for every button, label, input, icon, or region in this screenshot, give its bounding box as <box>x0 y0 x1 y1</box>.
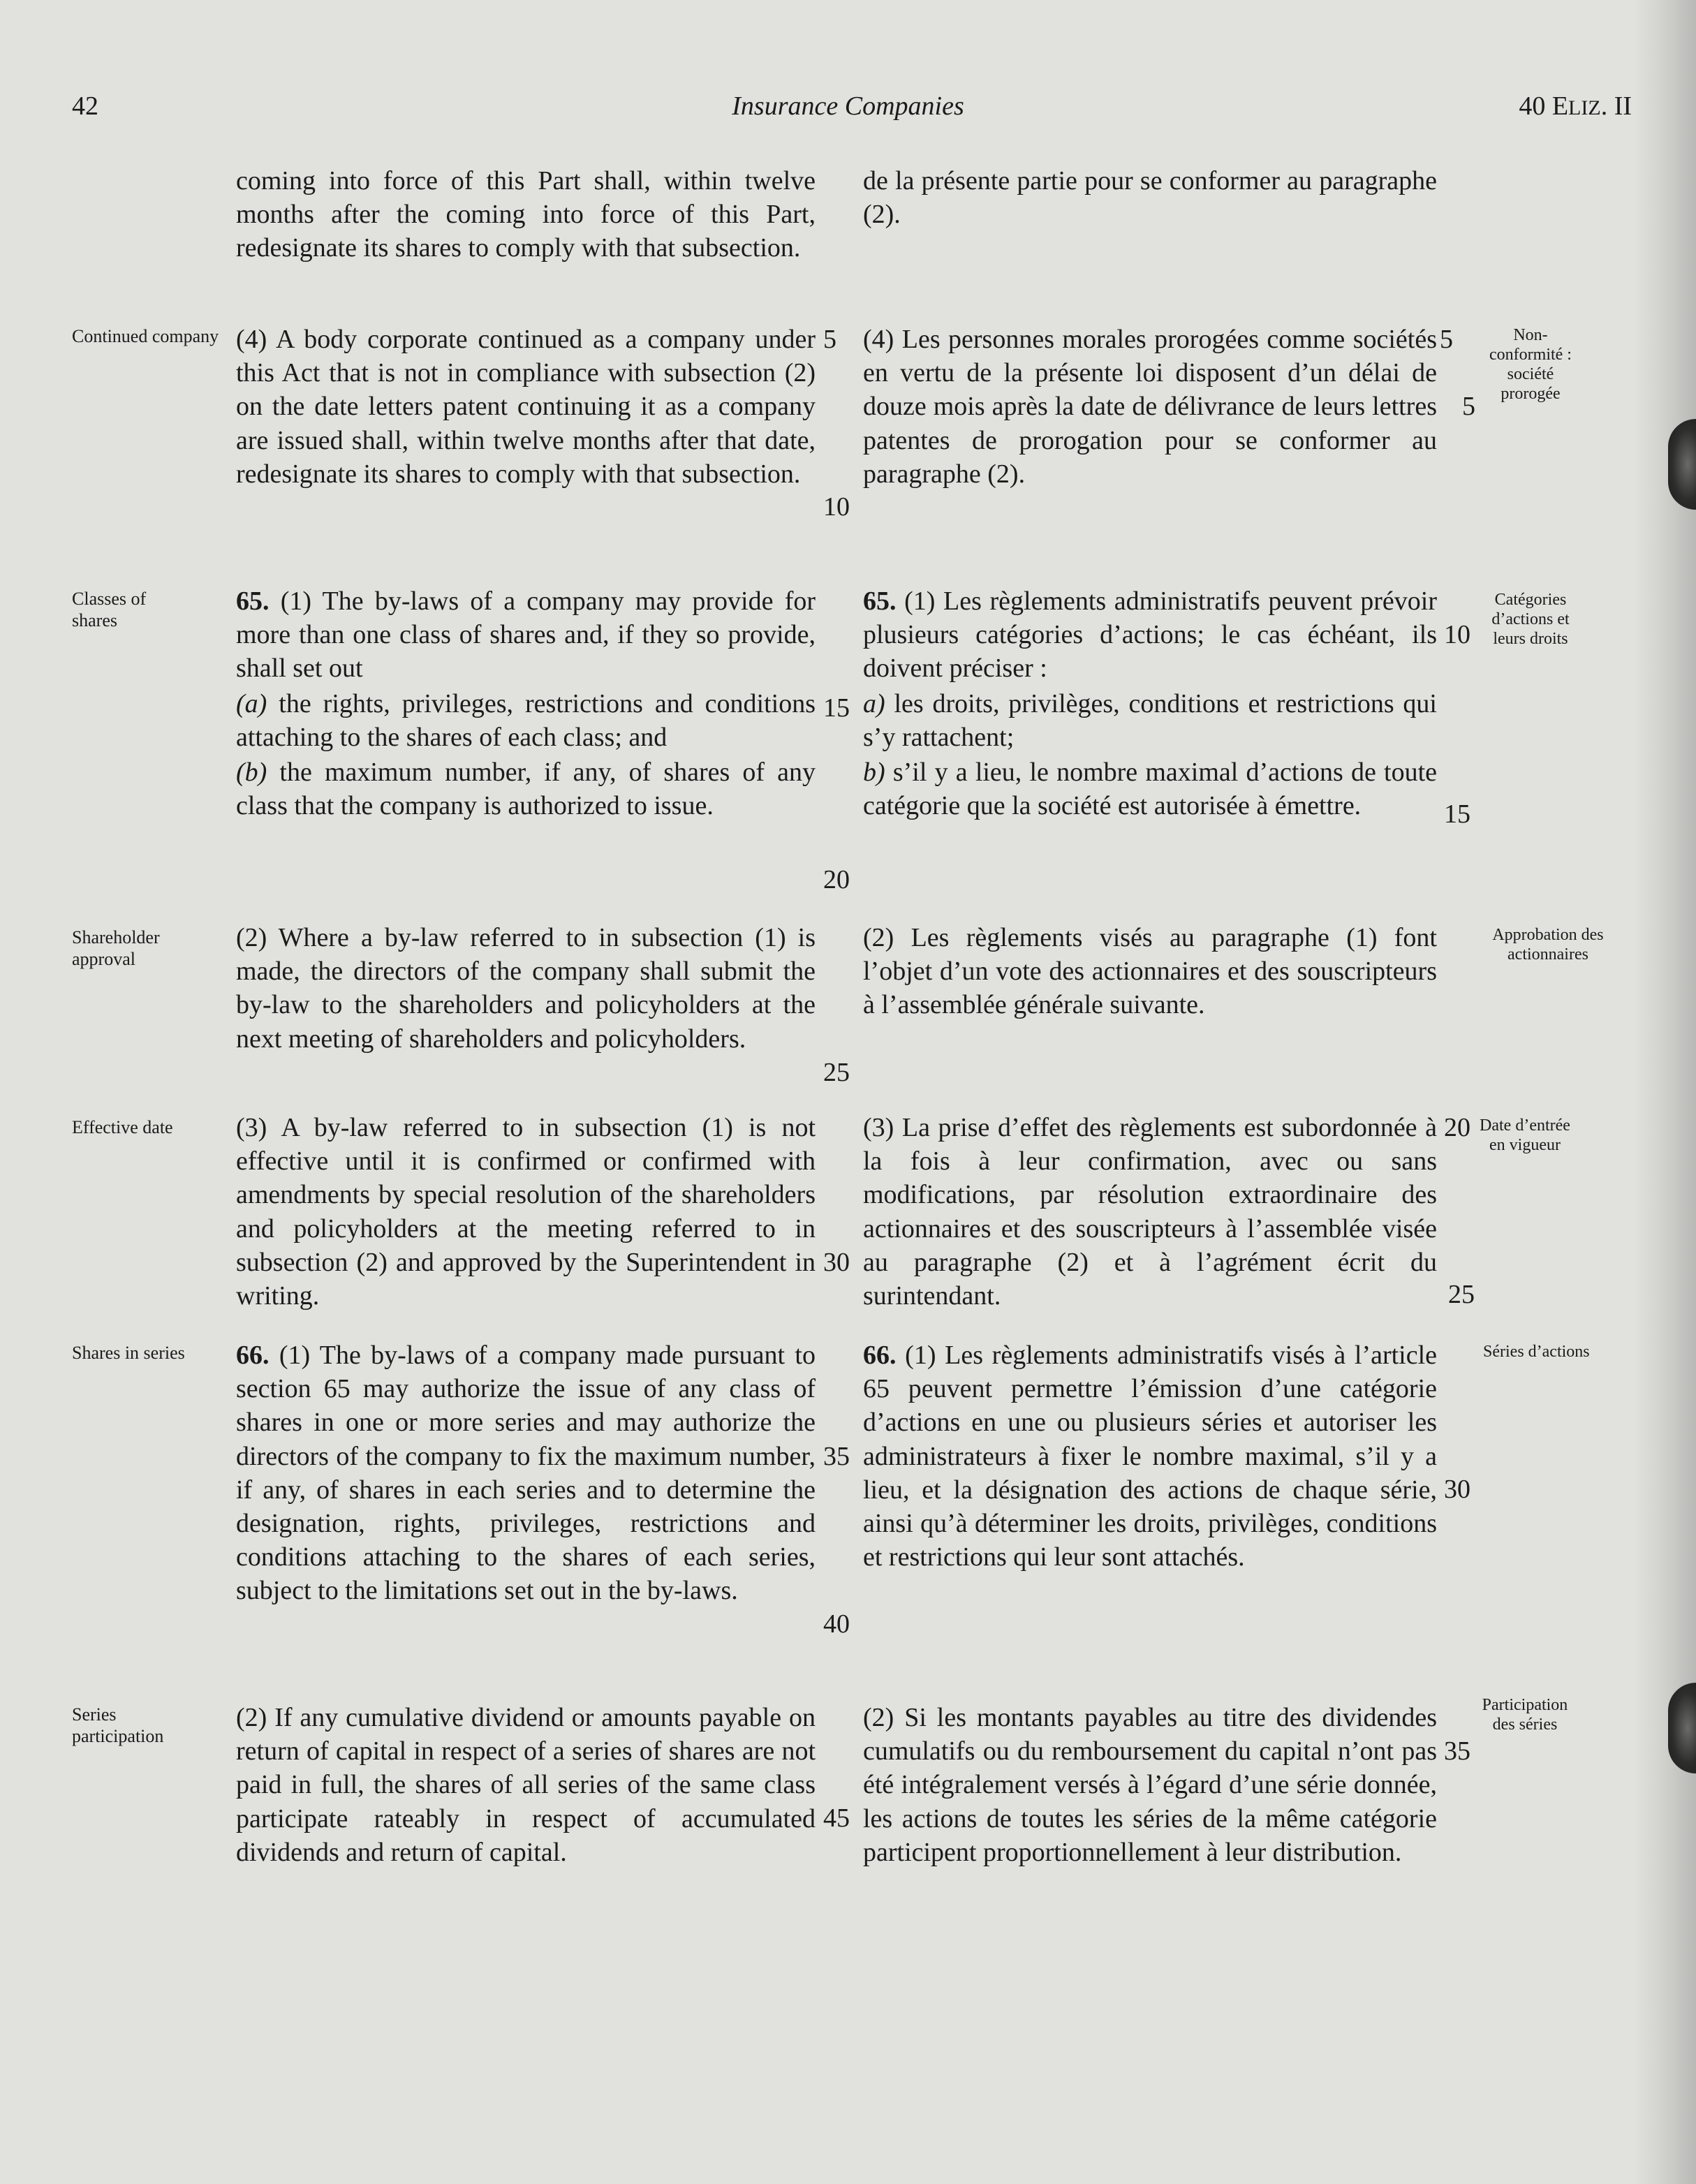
margin-note-approbation: Approbation des actionnaires <box>1492 926 1604 964</box>
running-title: Insurance Companies <box>732 91 964 121</box>
regnal-year: 40 ELIZ. II <box>1519 91 1632 121</box>
margin-note-classes-of-shares: Classes of shares <box>72 589 147 630</box>
margin-note-date-entree: Date d’entrée en vigueur <box>1480 1116 1570 1154</box>
fr-section-65-2: (2) Les règlements visés au paragraphe (1) font l’objet d’un vote des actionnaires et des souscripteurs à l’assemblée générale suivante. <box>863 923 1437 1020</box>
line-number: 30 <box>823 1248 850 1277</box>
section-number: 65. <box>236 586 270 616</box>
line-number: 25 <box>1448 1280 1475 1309</box>
line-number: 10 <box>1444 620 1470 649</box>
en-section-66-2: (2) If any cumulative dividend or amounts payable on return of capital in respect of a series of shares are not paid in full, the shares of all series of the same class participate rateably in respect of accumulated dividends and return of capital. <box>236 1703 816 1867</box>
margin-note-categories: Catégories d’actions et leurs droits <box>1491 591 1570 648</box>
en-section-65: 65. (1) The by-laws of a company may provide for more than one class of shares and, if they so provide, shall set out (a) the rights, privileges, restrictions and conditions attaching to the shares of each class; and (b) the maximum number, if any, of shares of any class that the company is authorized to issue. <box>236 586 816 821</box>
en-section-65-2: (2) Where a by-law referred to in subsection (1) is made, the directors of the company shall submit the by-law to the shareholders and policyholders at the next meeting of shareholders and policyholders. <box>236 923 816 1054</box>
margin-note-participation-series: Participation des séries <box>1482 1696 1568 1734</box>
page-number: 42 <box>72 91 98 121</box>
en-section-66-1: 66. (1) The by-laws of a company made pursuant to section 65 may authorize the issue of any class of shares in one or more series and may authorize the directors of the company to fix the maximum number, if any, of shares in each series and to determine the designation, rights, privileges, restrictions and conditions attaching to the shares of each series, subject to the limitations set out in the by-laws. <box>236 1341 816 1606</box>
en-section-64-4: (4) A body corporate continued as a company under this Act that is not in compliance with subsection (2) on the date letters patent continuing it as a company are issued shall, within twelve months after that date, redesignate its shares to comply with that subsection. <box>236 325 816 489</box>
line-number: 25 <box>823 1058 850 1087</box>
fr-section-65: 65. (1) Les règlements administratifs peuvent prévoir plusieurs catégories d’actions; le cas échéant, ils doivent préciser : a) les droits, privilèges, conditions et restrictions qui s’y rattachent; b) s’il y a lieu, le nombre maximal d’actions de toute catégorie que la société est autorisée à émettre. <box>863 586 1438 821</box>
margin-note-effective-date: Effective date <box>72 1117 173 1137</box>
en-section-65-3: (3) A by-law referred to in subsection (1) is not effective until it is confirmed or confirmed with amendments by special resolution of the shareholders and policyholders at the meeting referred to in subsection (2) and approved by the Superintendent in writing. <box>236 1113 816 1311</box>
fr-section-64-4: (4) Les personnes morales prorogées comme sociétés en vertu de la présente loi disposent d’un délai de douze mois après la date de délivrance de leurs lettres patentes de prorogation pour se conformer au paragraphe (2). <box>863 325 1437 489</box>
margin-note-series-actions: Séries d’actions <box>1483 1343 1590 1361</box>
line-number: 35 <box>1444 1736 1470 1766</box>
binder-ring-icon <box>1668 419 1696 510</box>
line-number: 10 <box>823 492 850 522</box>
line-number: 20 <box>1444 1113 1470 1142</box>
line-number: 5 <box>1440 325 1453 354</box>
section-number: 66. <box>863 1341 897 1370</box>
fr-section-66-1: 66. (1) Les règlements administratifs visés à l’article 65 peuvent permettre l’émission d’une catégorie d’actions en une ou plusieurs séries et autoriser les administrateurs à fixer le nombre maximal, s’il y a lieu, et la désignation des actions de chaque série, ainsi qu’à déterminer les droits, privilèges, conditions et restrictions qui leur sont attachés. <box>863 1341 1438 1572</box>
fr-section-65-3: (3) La prise d’effet des règlements est subordonnée à la fois à leur confirmation, avec ou sans modifications, par résolution extraordinaire des actionnaires et des souscripteurs à l’assemblée visée au paragraphe (2) et à l’agrément écrit du surintendant. <box>863 1113 1437 1311</box>
section-number: 66. <box>236 1341 270 1370</box>
margin-note-non-conformite: Non-conformité : société prorogée <box>1489 326 1572 403</box>
margin-note-series-participation: Series participation <box>72 1704 164 1746</box>
line-number: 40 <box>823 1609 850 1639</box>
section-number: 65. <box>863 586 897 616</box>
line-number: 15 <box>823 693 850 723</box>
margin-note-continued-company: Continued company <box>72 326 219 346</box>
fr-section-66-2: (2) Si les montants payables au titre des dividendes cumulatifs ou du remboursement du capital n’ont pas été intégralement versés à l’égard d’une série donnée, les actions de toutes les séries de la même catégorie participent proportionnellement à leur distribution. <box>863 1703 1437 1867</box>
line-number: 20 <box>823 865 850 894</box>
en-paragraph-continuation: coming into force of this Part shall, within twelve months after the coming into force of this Part, redesignate its shares to comply with that subsection. <box>236 166 816 263</box>
page-edge-shadow <box>1633 0 1696 2184</box>
line-number: 15 <box>1444 799 1470 829</box>
fr-paragraph-continuation: de la présente partie pour se conformer au paragraphe (2). <box>863 166 1437 230</box>
line-number: 5 <box>823 325 836 354</box>
line-number: 5 <box>1462 392 1475 421</box>
line-number: 35 <box>823 1442 850 1471</box>
line-number: 30 <box>1444 1475 1470 1504</box>
line-number: 45 <box>823 1803 850 1833</box>
margin-note-shareholder-approval: Shareholder approval <box>72 927 160 969</box>
binder-ring-icon <box>1668 1683 1696 1773</box>
margin-note-shares-in-series: Shares in series <box>72 1343 185 1363</box>
